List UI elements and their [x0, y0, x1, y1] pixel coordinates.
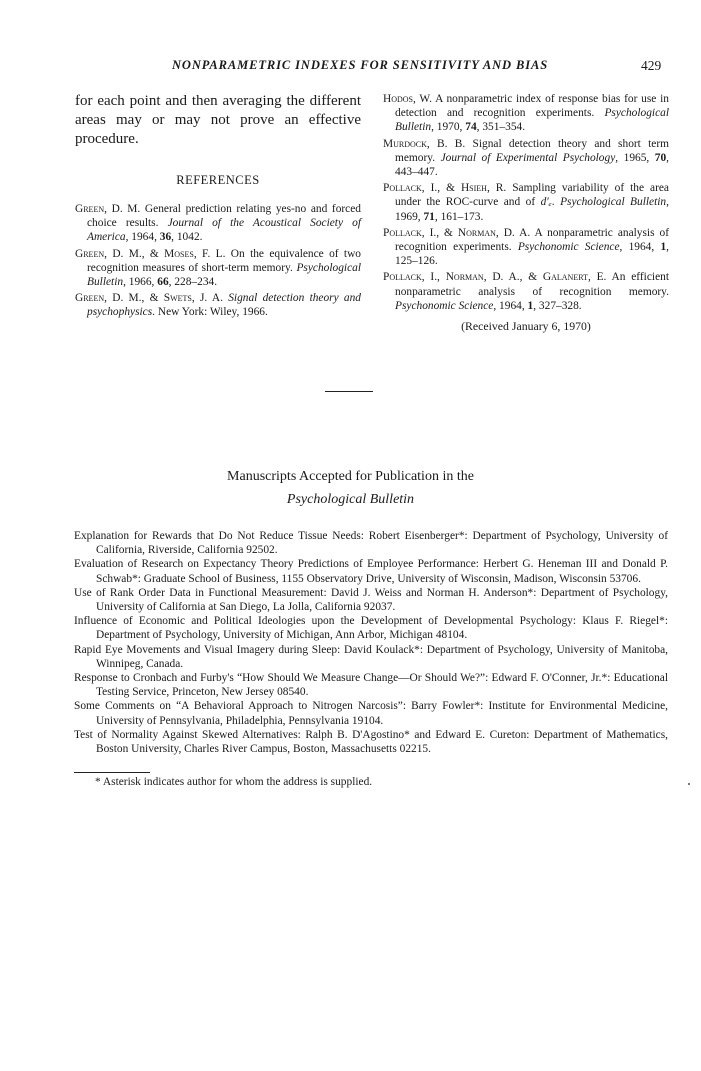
- reference-text: , D. A. A nonparametric analysis of recognition experiments.: [395, 226, 669, 254]
- manuscript-item: Test of Normality Against Skewed Alternatives: Ralph B. D'Agostino* and Edward E. Cureton: Department of Mathematics, Boston University, Charles River Campus, Boston, Massachusetts 02215.: [74, 728, 668, 756]
- reference-author: Hsieh: [460, 182, 487, 195]
- manuscript-item: Influence of Economic and Political Ideologies upon the Development of Developmental Psychology: Klaus F. Riegel*: Department of Psychology, University of Michigan, Ann Arbor, Michigan 48104.: [74, 615, 668, 642]
- reference-title-italic: Journal of the Acoustical Society of America: [87, 217, 361, 244]
- reference-author: Hodos: [383, 93, 414, 105]
- reference-text: , B. B. Signal detection theory and short term memory.: [395, 137, 669, 164]
- scan-speck: [688, 783, 690, 785]
- reference-author: Murdock: [383, 137, 427, 150]
- reference-text: , 125–126.: [395, 241, 669, 268]
- reference-text: , 1042.: [171, 231, 203, 244]
- reference-text: , F. L. On the equivalence of two recognition measures of short-term memory.: [87, 247, 361, 274]
- reference-author: Pollack: [383, 182, 422, 195]
- references-list-left: [75, 202, 361, 320]
- body-paragraph: for each point and then averaging the different areas may or may not prove an effective procedure.: [75, 93, 361, 147]
- page-number: 429: [641, 58, 662, 73]
- reference-text: , E. An efficient nonparametric analysis of recognition memory.: [395, 271, 669, 298]
- reference-text: , 161–173.: [434, 210, 484, 223]
- reference-text: , 1965,: [615, 151, 655, 164]
- reference-text: , W. A nonparametric index of response bias for use in detection and recognition experiments.: [395, 93, 669, 120]
- reference-volume: 1: [527, 299, 534, 312]
- reference-text: , D. M., &: [104, 292, 164, 305]
- reference-volume: 66: [157, 276, 169, 289]
- reference-author: Pollack: [383, 271, 422, 284]
- reference-entry: [75, 291, 361, 319]
- reference-text: , R. Sampling variability of the area under the ROC-curve and of: [395, 182, 669, 209]
- reference-author: Norman: [445, 271, 484, 284]
- reference-text: , I.,: [421, 271, 446, 284]
- reference-author: Moses: [164, 247, 194, 260]
- reference-text: .: [551, 196, 561, 209]
- manuscripts-list: [74, 529, 668, 756]
- reference-text: , I., &: [421, 182, 461, 195]
- reference-text: , 1970,: [431, 121, 466, 134]
- reference-entry: [383, 226, 669, 269]
- reference-volume: 71: [423, 210, 435, 223]
- reference-text: , 228–234.: [168, 276, 218, 289]
- reference-volume: 70: [654, 151, 667, 164]
- running-title: NONPARAMETRIC INDEXES FOR SENSITIVITY AND BIAS: [172, 58, 549, 72]
- manuscript-item: Some Comments on “A Behavioral Approach to Nitrogen Narcosis”: Barry Fowler*: Institute for Environmental Medicine, University of Pennsylvania, Philadelphia, Pennsylvania 19104.: [74, 700, 668, 727]
- section-divider: [325, 391, 373, 392]
- references-heading: REFERENCES: [176, 173, 260, 187]
- left-column: [75, 92, 361, 322]
- reference-text: , 1964,: [493, 299, 528, 312]
- reference-author: Swets: [163, 292, 192, 305]
- reference-text: , J. A.: [191, 292, 229, 305]
- reference-volume: 74: [465, 121, 477, 134]
- manuscripts-title: Manuscripts Accepted for Publication in the: [227, 469, 474, 484]
- reference-text: . New York: Wiley, 1966.: [152, 306, 268, 319]
- footnote-divider: [74, 772, 150, 773]
- manuscripts-journal: Psychological Bulletin: [286, 492, 415, 507]
- reference-text: , D. A., &: [483, 271, 543, 284]
- manuscript-item: Response to Cronbach and Furby's “How Should We Measure Change—Or Should We?”: Edward F. O'Conner, Jr.*: Educational Testing Service, Princeton, New Jersey 08540.: [74, 672, 668, 699]
- reference-volume: 1: [660, 241, 667, 254]
- reference-title-italic: Psychological Bulletin: [395, 107, 669, 134]
- manuscript-item: Evaluation of Research on Expectancy Theory Predictions of Employee Performance: Herbert G. Heneman III and Donald P. Schwab*: Graduate School of Business, 1155 Observatory Drive, University of Wisconsin, Madison, Wisconsin 53706.: [74, 558, 668, 585]
- reference-author: Green: [75, 292, 105, 305]
- manuscript-item: Rapid Eye Movements and Visual Imagery during Sleep: David Koulack*: Department of Psychology, University of Manitoba, Winnipeg, Canada.: [74, 643, 668, 670]
- right-column: [383, 92, 669, 334]
- reference-text: , 443–447.: [395, 151, 669, 179]
- manuscript-item: Use of Rank Order Data in Functional Measurement: David J. Weiss and Norman H. Anderson*: Department of Psychology, University of California at San Diego, La Jolla, California 92037.: [74, 586, 668, 614]
- reference-text: , D. M. General prediction relating yes-no and forced choice results.: [87, 203, 361, 230]
- reference-entry: [383, 137, 669, 180]
- reference-entry: [383, 181, 669, 224]
- reference-author: Green: [75, 203, 105, 215]
- manuscript-item: Explanation for Rewards that Do Not Reduce Tissue Needs: Robert Eisenberger*: Department of Psychology, University of California, Riverside, California 92502.: [74, 530, 668, 557]
- reference-title-italic: Psychonomic Science: [395, 299, 494, 312]
- reference-title-italic: Journal of Experimental Psychology: [440, 151, 616, 164]
- reference-volume: 36: [159, 231, 172, 244]
- reference-entry: [383, 270, 669, 313]
- reference-title-italic: d′ₑ: [540, 196, 552, 209]
- reference-text: , I., &: [421, 226, 458, 239]
- reference-title-italic: Psychonomic Science: [517, 241, 620, 254]
- reference-title-italic: Psychological Bulletin: [560, 196, 667, 209]
- reference-text: , 327–328.: [533, 299, 582, 312]
- reference-entry: [75, 247, 361, 290]
- reference-entry: [383, 92, 669, 135]
- reference-author: Green: [75, 247, 105, 260]
- reference-title-italic: Psychological Bulletin: [87, 261, 361, 289]
- footnote: * Asterisk indicates author for whom the address is supplied.: [95, 776, 373, 788]
- reference-text: , D. M., &: [104, 247, 165, 260]
- reference-author: Pollack: [383, 226, 422, 239]
- reference-text: , 351–354.: [476, 121, 526, 134]
- reference-text: , 1969,: [395, 196, 669, 223]
- references-list-right: [383, 92, 669, 313]
- reference-entry: [75, 202, 361, 245]
- received-date: (Received January 6, 1970): [461, 319, 591, 334]
- reference-author: Galanert: [542, 271, 588, 284]
- reference-title-italic: Signal detection theory and psychophysics: [87, 292, 362, 319]
- reference-author: Norman: [457, 226, 496, 239]
- reference-text: , 1964,: [125, 231, 160, 244]
- reference-text: , 1964,: [619, 241, 661, 254]
- reference-text: , 1966,: [123, 276, 158, 289]
